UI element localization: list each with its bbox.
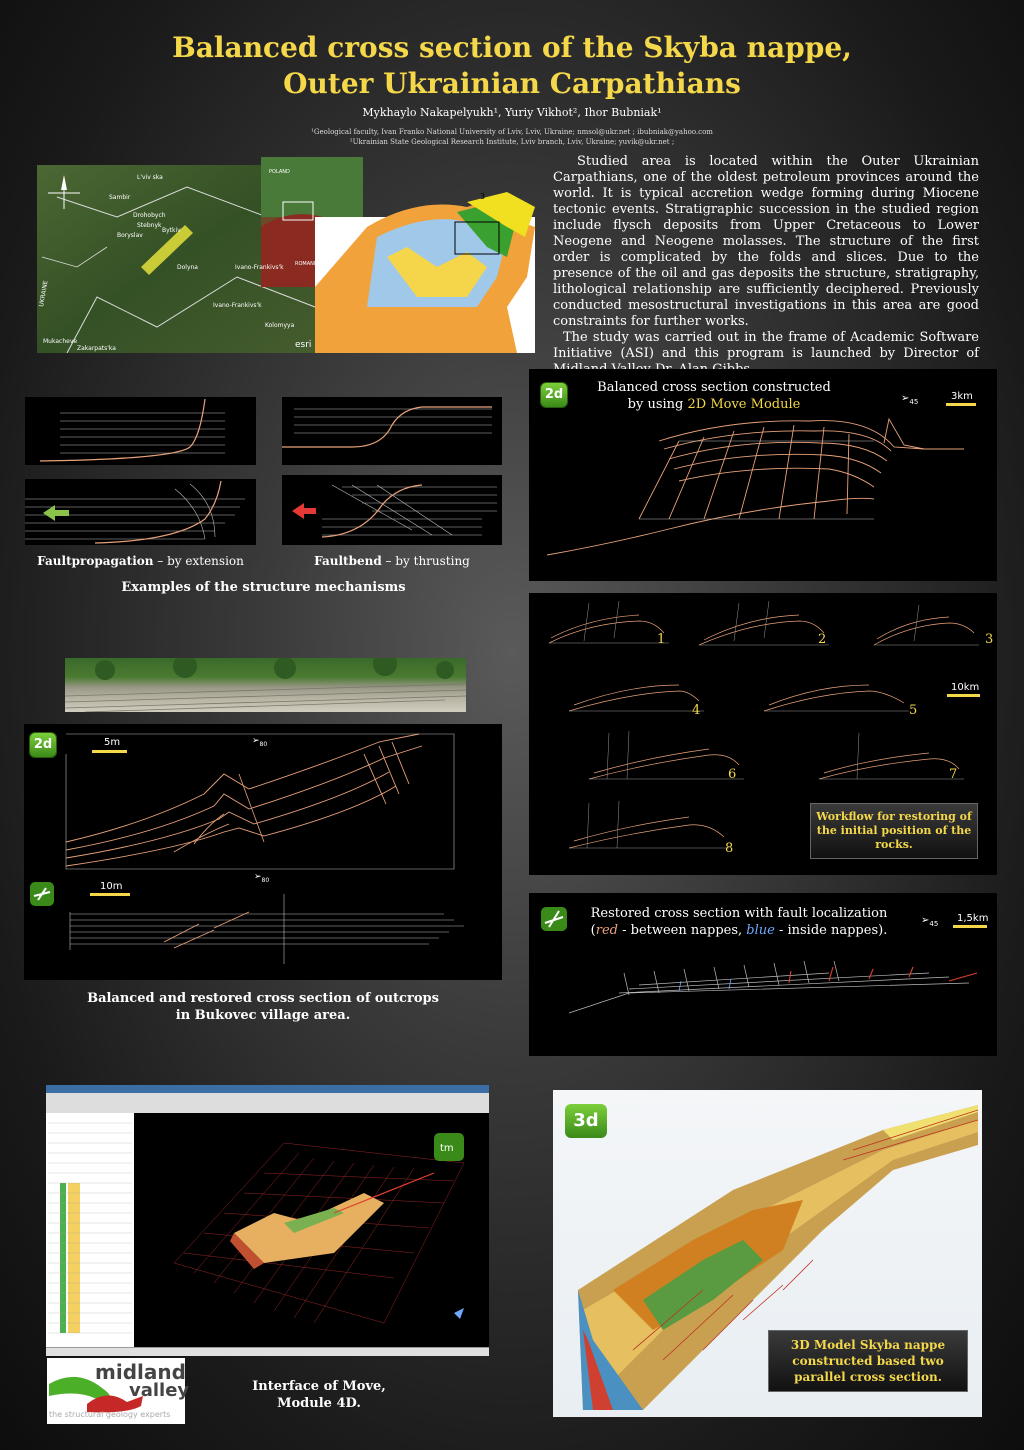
faultprop-label: Faultpropagation – by extension xyxy=(37,554,244,568)
faultbend-panel-top xyxy=(282,397,502,465)
interface-caption: Interface of Move, Module 4D. xyxy=(252,1379,386,1411)
map-label-ivano1: Ivano-Frankivs'k xyxy=(235,264,284,271)
svg-text:3: 3 xyxy=(480,192,486,201)
compass-icon xyxy=(454,1308,464,1319)
toolbar xyxy=(46,1093,489,1114)
mechanisms-caption: Examples of the structure mechanisms xyxy=(121,580,406,595)
faultprop-panel-bottom xyxy=(25,479,256,545)
faultbend-panel-bottom xyxy=(282,475,502,545)
map-label-ivano2: Ivano-Frankivs'k xyxy=(213,302,262,309)
map-label-stebnyk: Stebnyk xyxy=(137,222,162,229)
scale-label-10m: 10m xyxy=(100,881,123,892)
map-label-esri: esri xyxy=(295,340,312,350)
map-label-bytkiv: Bytkiv xyxy=(162,227,181,234)
svg-text:tm: tm xyxy=(440,1143,454,1154)
affiliation-1: ¹Geological faculty, Ivan Franko National University of Lviv, Lviv, Ukraine; nmsol@ukr.net ; ibubniak@yahoo.com xyxy=(311,128,713,136)
logo-tagline: the structural geology experts xyxy=(49,1410,171,1419)
workflow-caption: Workflow for restoring of the initial position of the rocks. xyxy=(810,803,978,859)
scale-bar xyxy=(947,694,980,697)
affiliation-2: ²Ukrainian State Geological Research Institute, Lviv branch, Lviv, Ukraine; yuvik@ukr.net ; xyxy=(349,138,675,146)
workflow-panel xyxy=(529,593,997,875)
workflow-step-7: 7 xyxy=(949,767,958,782)
affiliations xyxy=(0,127,1024,147)
logo-word-midland: midland xyxy=(95,1360,186,1384)
location-map xyxy=(37,157,535,353)
faultbend-label: Faultbend – by thrusting xyxy=(314,554,470,568)
map-label-romania: ROMANIA xyxy=(295,261,319,267)
logo-word-valley: valley xyxy=(129,1380,190,1401)
map-label-sambir: Sambir xyxy=(109,194,131,201)
badge-2d: 2d xyxy=(541,383,567,407)
badge-2d-outcrop: 2d xyxy=(30,733,56,757)
map-label-mukacheve: Mukacheve xyxy=(43,338,78,345)
authors: Mykhaylo Nakapelyukh¹, Yuriy Vikhot², Ihor Bubniak¹ xyxy=(362,106,662,119)
poster-title xyxy=(0,30,1024,102)
3d-model-caption: 3D Model Skyba nappe constructed based two parallel cross section. xyxy=(768,1330,968,1392)
workflow-step-4: 4 xyxy=(692,703,701,718)
outcrop-sections-panel xyxy=(24,724,502,980)
status-bar xyxy=(46,1347,489,1356)
workflow-step-3: 3 xyxy=(985,632,994,647)
model-browser xyxy=(46,1113,134,1347)
workflow-step-5: 5 xyxy=(909,703,918,718)
3d-viewport xyxy=(134,1113,489,1347)
red-fault-label: red xyxy=(595,923,618,938)
map-label-lviv: L'viv ska xyxy=(137,174,163,181)
scale-label-5m: 5m xyxy=(104,737,121,748)
workflow-step-8: 8 xyxy=(725,841,734,856)
map-label-boryslav: Boryslav xyxy=(117,232,143,239)
move-interface-screenshot xyxy=(46,1085,489,1355)
map-label-zakarpatska: Zakarpats'ka xyxy=(77,345,116,352)
scale-bar xyxy=(953,925,987,928)
outcrop-photo xyxy=(65,658,466,712)
map-label-dolyna: Dolyna xyxy=(177,264,198,271)
outcrop-caption: Balanced and restored cross section of outcrops in Bukovec village area. xyxy=(87,991,439,1023)
title-line-2: Outer Ukrainian Carpathians xyxy=(283,67,741,100)
3d-model-panel xyxy=(553,1090,982,1417)
faultprop-panel-top xyxy=(25,397,256,465)
balanced-title: Balanced cross section constructed by using 2D Move Module xyxy=(597,380,831,412)
restored-section-panel xyxy=(529,893,997,1056)
scale-label-10km: 10km xyxy=(951,682,980,693)
intro-paragraph-1: Studied area is located within the Outer Ukrainian Carpathians, one of the oldest petroleum provinces around the world. It is typical accretion wedge forming during Miocene tectonic events. Stratigraphic succession in the studied region include flysch deposits from Upper Cretaceous to Lower Neogene and Neogene molasses. The structure of the first order is complicated by the folds and slices. Due to the presence of the oil and gas deposits the structure, stratigraphy, lithological relationship are sufficiently deciphered. Previously conducted mesostructural investigations in this area are good constraints for further works. xyxy=(553,154,979,329)
midland-valley-logo xyxy=(47,1358,190,1424)
scale-label-1-5km: 1,5km xyxy=(957,913,989,924)
balanced-section-panel xyxy=(529,369,997,581)
intro-paragraph-2: The study was carried out in the frame of Academic Software Initiative (ASI) and this program is launched by Director of xyxy=(553,330,979,361)
blue-fault-label: blue xyxy=(746,923,775,938)
badge-3d: 3d xyxy=(565,1104,607,1138)
workflow-step-2: 2 xyxy=(818,632,827,647)
scale-label-3km: 3km xyxy=(951,391,973,402)
map-label-ukraine: UKRAINE xyxy=(38,280,50,308)
map-label-drohobych: Drohobych xyxy=(133,212,166,219)
map-label-poland: POLAND xyxy=(269,169,290,175)
orientation-icon: $➢_{80}$ xyxy=(254,872,270,884)
orientation-icon: $➢_{80}$ xyxy=(252,736,268,748)
window-titlebar xyxy=(46,1085,489,1093)
extension-arrow-icon xyxy=(43,505,69,521)
workflow-step-1: 1 xyxy=(657,632,666,647)
scale-bar xyxy=(90,893,130,896)
introduction xyxy=(553,154,979,378)
workflow-step-6: 6 xyxy=(728,767,737,782)
thrust-arrow-icon xyxy=(292,503,316,519)
orientation-icon: $➢_{45}$ xyxy=(901,393,919,406)
map-label-kolomyya: Kolomyya xyxy=(265,322,295,329)
orientation-icon: $➢_{45}$ xyxy=(921,915,939,928)
title-line-1: Balanced cross section of the Skyba nappe, xyxy=(172,31,852,64)
restored-title: Restored cross section with fault localization (red - between nappes, blue - inside nappes). xyxy=(590,906,888,938)
